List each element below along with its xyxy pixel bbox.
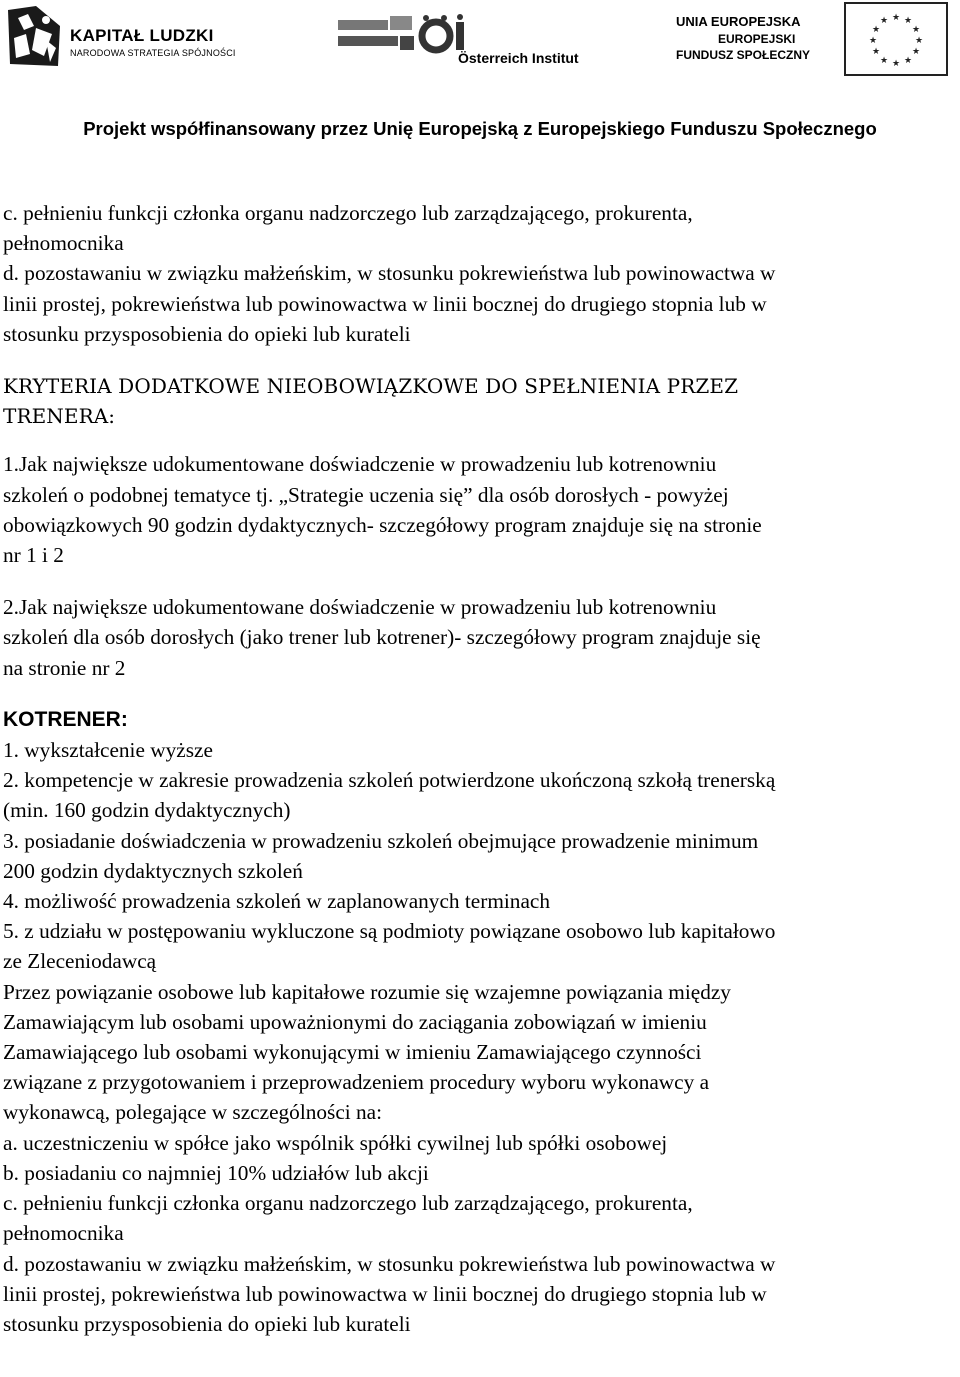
project-cofinancing-note: Projekt współfinansowany przez Unię Europejską z Europejskiego Funduszu Społecznego xyxy=(83,118,877,139)
eu-fund-line1: EUROPEJSKI xyxy=(718,32,796,46)
kotrener-sub-item-a: a. uczestniczeniu w spółce jako wspólnik spółki cywilnej lub spółki osobowej xyxy=(3,1130,668,1155)
eu-title: UNIA EUROPEJSKA xyxy=(676,14,801,29)
svg-text:★: ★ xyxy=(915,36,924,46)
kapital-ludzki-title: KAPITAŁ LUDZKI xyxy=(70,26,214,45)
kryteria-item-1: 1.Jak największe udokumentowane doświadczenie w prowadzeniu lub kotrenowniu szkoleń o podobnej tematyce tj. „Strategie uczenia się” dla osób dorosłych - powyżej obowiązkowych 90 godzin dydaktycznych- szczegółowy program znajduje się na stronie nr 1 i 2 xyxy=(3,452,762,568)
svg-text:★: ★ xyxy=(912,47,921,57)
svg-text:★: ★ xyxy=(892,59,901,69)
svg-text:★: ★ xyxy=(880,56,889,66)
eu-flag-icon xyxy=(844,2,948,76)
osterreich-institut-logo xyxy=(338,14,600,74)
svg-text:★: ★ xyxy=(880,16,889,26)
list-item-d: d. pozostawaniu w związku małżeńskim, w stosunku pokrewieństwa lub powinowactwa w linii prostej, pokrewieństwa lub powinowactwa w linii bocznej do drugiego stopnia lub w stosunku przysposobienia do opieki lub kurateli xyxy=(3,261,776,346)
eu-fund-line2: FUNDUSZ SPOŁECZNY xyxy=(676,48,811,62)
kotrener-sub-item-c: c. pełnieniu funkcji członka organu nadzorczego lub zarządzającego, prokurenta, pełnomocnika xyxy=(3,1191,693,1246)
kotrener-heading: KOTRENER: xyxy=(3,707,128,731)
kotrener-item-4: 4. możliwość prowadzenia szkoleń w zaplanowanych terminach xyxy=(3,889,551,914)
kotrener-explanation: Przez powiązanie osobowe lub kapitałowe rozumie się wzajemne powiązania między Zamawiającym lub osobami upoważnionymi do zaciągania zobowiązań w imieniu Zamawiającego lub osobami wykonującymi w imieniu Zamawiającego czynności związane z przygotowaniem i przeprowadzeniem procedury wyboru wykonawcy a wykonawcą, polegające w szczególności na: xyxy=(3,979,731,1125)
kryteria-item-2: 2.Jak największe udokumentowane doświadczenie w prowadzeniu lub kotrenowniu szkoleń dla osób dorosłych (jako trener lub kotrener)- szczegółowy program znajduje się na stronie nr 2 xyxy=(3,595,761,680)
kotrener-sub-item-b: b. posiadaniu co najmniej 10% udziałów lub akcji xyxy=(3,1160,429,1185)
kapital-ludzki-logo xyxy=(6,4,246,74)
svg-text:★: ★ xyxy=(904,56,913,66)
kapital-ludzki-emblem-icon xyxy=(6,4,62,68)
svg-text:★: ★ xyxy=(892,13,901,23)
kotrener-sub-item-d: d. pozostawaniu w związku małżeńskim, w stosunku pokrewieństwa lub powinowactwa w linii prostej, pokrewieństwa lub powinowactwa w linii bocznej do drugiego stopnia lub w stosunku przysposobienia do opieki lub kurateli xyxy=(3,1251,776,1336)
svg-text:★: ★ xyxy=(872,25,881,35)
list-item-c: c. pełnieniu funkcji członka organu nadzorczego lub zarządzającego, prokurenta, pełnomocnika xyxy=(3,201,693,256)
svg-text:★: ★ xyxy=(912,25,921,35)
svg-text:★: ★ xyxy=(869,36,878,46)
kotrener-item-5: 5. z udziału w postępowaniu wykluczone są podmioty powiązane osobowo lub kapitałowo ze Zleceniodawcą xyxy=(3,919,776,974)
kotrener-item-1: 1. wykształcenie wyższe xyxy=(3,738,213,763)
eu-logo xyxy=(676,2,952,78)
kapital-ludzki-subtitle: NARODOWA STRATEGIA SPÓJNOŚCI xyxy=(70,48,236,58)
kotrener-item-2: 2. kompetencje w zakresie prowadzenia szkoleń potwierdzone ukończoną szkołą trenerską (min. 160 godzin dydaktycznych) xyxy=(3,768,776,823)
page-header xyxy=(0,0,960,139)
document-body xyxy=(3,198,958,1339)
osterreich-institut-name: Österreich Institut xyxy=(458,50,579,66)
kotrener-item-3: 3. posiadanie doświadczenia w prowadzeniu szkoleń obejmujące prowadzenie minimum 200 godzin dydaktycznych szkoleń xyxy=(3,828,759,883)
kryteria-heading: KRYTERIA DODATKOWE NIEOBOWIĄZKOWE DO SPEŁNIENIA PRZEZ TRENERA: xyxy=(3,374,739,429)
osterreich-institut-stripes-icon xyxy=(338,14,600,54)
svg-text:★: ★ xyxy=(904,16,913,26)
svg-text:★: ★ xyxy=(872,47,881,57)
